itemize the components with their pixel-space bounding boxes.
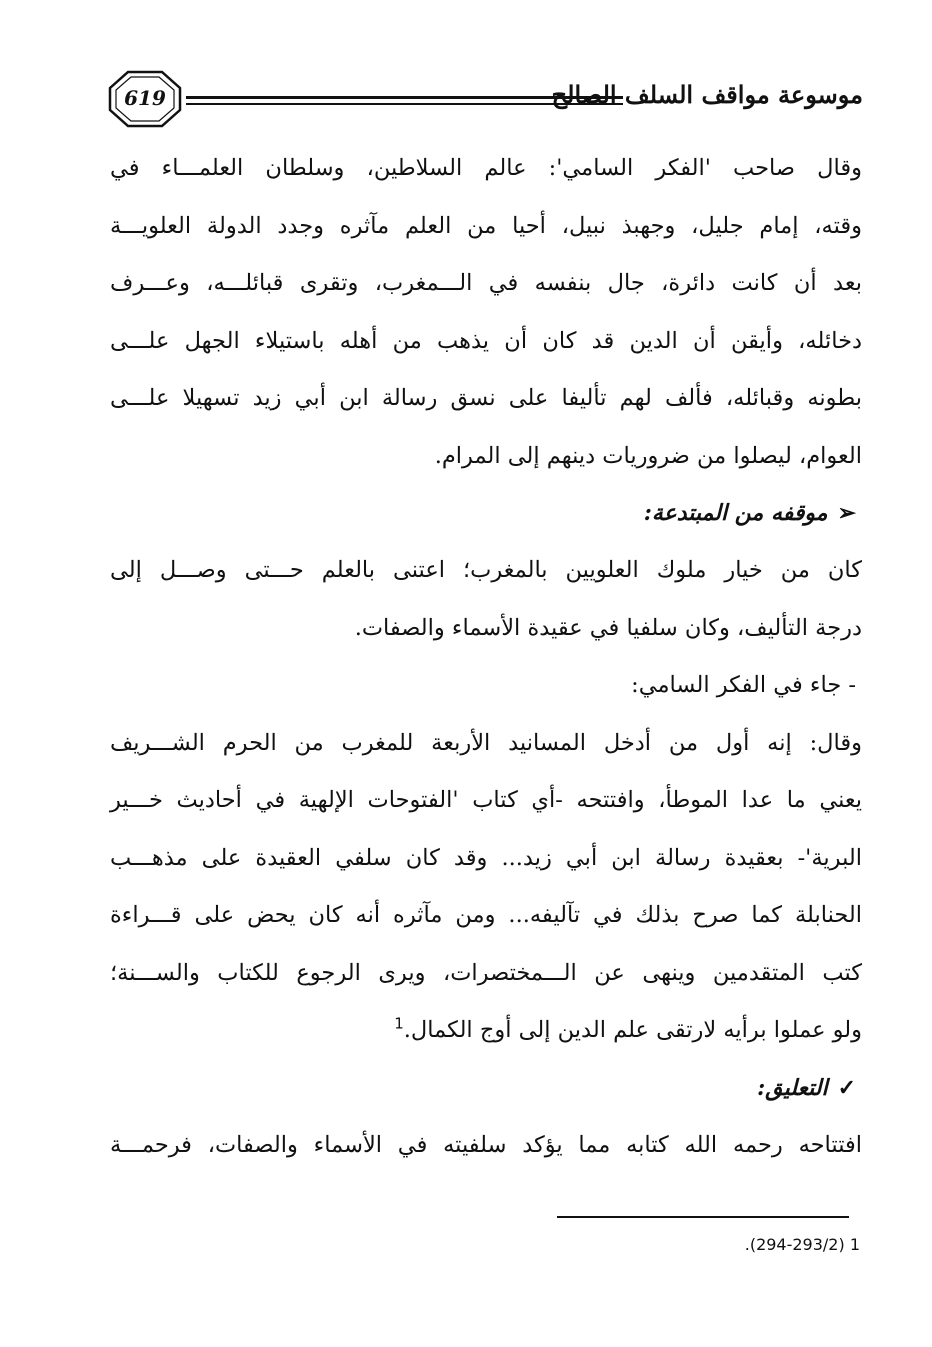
section-heading-innovators [110,485,862,542]
page-number: 619 [124,86,166,110]
text-line-content: ولو عملوا برأيه لارتقى علم الدين إلى أوج الكمال. [403,1017,862,1043]
text-line: وقته، إمام جليل، وجهبذ نبيل، أحيا من العلم مآثره وجدد الدولة العلويـــة [110,212,862,239]
text-line: يعني ما عدا الموطأ، وافتتحه -أي كتاب 'الفتوحات الإلهية في أحاديث خـــير [110,787,862,813]
arrow-bullet-icon: ➢ [837,500,856,526]
book-title: موسوعة مواقف السلف الصالح [551,80,863,109]
text-line: كتب المتقدمين وينهى عن الـــمختصرات، ويرى الرجوع للكتاب والســـنة؛ [110,959,862,986]
text-line: كان من خيار ملوك العلويين بالمغرب؛ اعتنى بالعلم حـــتى وصـــل إلى [110,557,862,583]
text-line: افتتاحه رحمه الله كتابه مما يؤكد سلفيته في الأسماء والصفات، فرحمـــة [110,1131,862,1158]
text-line: درجة التأليف، وكان سلفيا في عقيدة الأسماء والصفات. [354,614,862,641]
footnote: .(294-293/2) 1 [744,1235,860,1254]
text-line: العوام، ليصلوا من ضروريات دينهم إلى المرام. [434,442,862,469]
page-number-badge [108,70,182,128]
text-line-with-footnote [110,1002,862,1060]
text-line: الحنابلة كما صرح بذلك في تآليفه... ومن مآثره أنه كان يحض على قـــراءة [110,902,862,928]
page-header [108,66,863,132]
body-text [110,140,862,1174]
text-line: بعد أن كانت دائرة، جال بنفسه في الـــمغرب، وتقرى قبائلـــه، وعـــرف [110,270,862,296]
section-heading-commentary [110,1060,862,1117]
heading-text: التعليق: [757,1074,828,1101]
text-line: بطونه وقبائله، فألف لهم تأليفا على نسق رسالة ابن أبي زيد تسهيلا علـــى [110,385,862,411]
footnote-divider [557,1216,849,1218]
checkmark-icon: ✓ [837,1074,856,1101]
text-line: دخائله، وأيقن أن الدين قد كان أن يذهب من أهله باستيلاء الجهل علـــى [110,327,862,354]
text-line: وقال صاحب 'الفكر السامي': عالم السلاطين، وسلطان العلمـــاء في [110,155,862,181]
footnote-reference: 1 [394,1014,404,1033]
quote-intro: - جاء في الفكر السامي: [631,672,856,698]
text-line: البرية'- بعقيدة رسالة ابن أبي زيد... وقد كان سلفي العقيدة على مذهـــب [110,844,862,871]
text-line: وقال: إنه أول من أدخل المسانيد الأربعة للمغرب من الحرم الشـــريف [110,729,862,756]
heading-text: موقفه من المبتدعة: [643,500,828,526]
